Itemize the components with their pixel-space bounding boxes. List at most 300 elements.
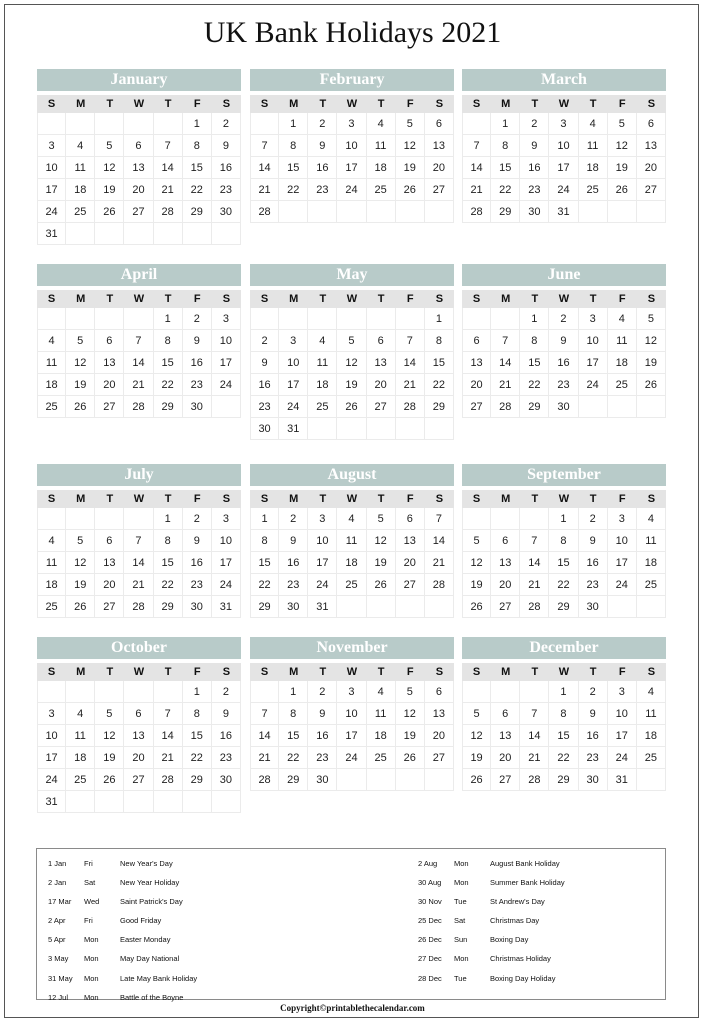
weekday-header: W bbox=[558, 293, 570, 305]
day-cell: 14 bbox=[425, 530, 454, 552]
holiday-date: 26 Dec bbox=[418, 935, 442, 945]
day-cell: 2 bbox=[183, 308, 212, 330]
day-cell: 2 bbox=[250, 330, 279, 352]
day-cell: 26 bbox=[95, 201, 124, 223]
month-name: August bbox=[250, 464, 454, 486]
day-cell: 11 bbox=[337, 530, 366, 552]
holiday-name: Late May Bank Holiday bbox=[120, 973, 198, 983]
day-cell: 11 bbox=[37, 552, 66, 574]
holiday-weekday: Mon bbox=[84, 935, 99, 945]
weekday-header: W bbox=[558, 493, 570, 505]
day-cell: 22 bbox=[250, 574, 279, 596]
weekday-header-row bbox=[462, 490, 666, 508]
month-march bbox=[462, 69, 666, 223]
day-cell: 6 bbox=[425, 113, 454, 135]
day-cell: 7 bbox=[124, 330, 153, 352]
day-cell: 18 bbox=[308, 374, 337, 396]
day-cell: 11 bbox=[637, 530, 666, 552]
day-cell: 27 bbox=[637, 179, 666, 201]
day-cell: 6 bbox=[367, 330, 396, 352]
day-cell: 11 bbox=[367, 703, 396, 725]
day-cell: 21 bbox=[124, 574, 153, 596]
holiday-weekday: Fri bbox=[84, 859, 93, 868]
day-cell: 5 bbox=[337, 330, 366, 352]
day-cell: 21 bbox=[250, 747, 279, 769]
day-cell: 24 bbox=[549, 179, 578, 201]
day-cell: 27 bbox=[396, 574, 425, 596]
day-cell: 3 bbox=[337, 681, 366, 703]
day-cell: 13 bbox=[425, 703, 454, 725]
day-cell: 17 bbox=[37, 747, 66, 769]
weekday-header: W bbox=[133, 98, 145, 110]
day-cell: 25 bbox=[66, 201, 95, 223]
empty-day-cell bbox=[462, 681, 491, 703]
day-cell: 11 bbox=[66, 725, 95, 747]
month-june bbox=[462, 264, 666, 418]
day-cell: 8 bbox=[491, 135, 520, 157]
day-cell: 8 bbox=[250, 530, 279, 552]
day-cell: 15 bbox=[250, 552, 279, 574]
day-cell: 5 bbox=[462, 530, 491, 552]
day-cell: 20 bbox=[396, 552, 425, 574]
day-cell: 20 bbox=[491, 747, 520, 769]
empty-day-cell bbox=[425, 596, 454, 618]
weekday-header: S bbox=[47, 98, 56, 110]
day-cell: 6 bbox=[124, 703, 153, 725]
weekday-header: W bbox=[346, 493, 358, 505]
weekday-header: M bbox=[289, 98, 299, 110]
weekday-header: T bbox=[319, 493, 327, 505]
day-cell: 9 bbox=[579, 703, 608, 725]
day-cell: 26 bbox=[462, 596, 491, 618]
day-cell: 15 bbox=[154, 552, 183, 574]
day-cell: 20 bbox=[462, 374, 491, 396]
day-cell: 1 bbox=[279, 681, 308, 703]
day-cell: 7 bbox=[154, 135, 183, 157]
day-cell: 27 bbox=[425, 179, 454, 201]
day-cell: 24 bbox=[337, 179, 366, 201]
day-cell: 3 bbox=[212, 308, 241, 330]
holiday-name: August Bank Holiday bbox=[490, 859, 560, 868]
weekday-header: T bbox=[589, 293, 597, 305]
day-cell: 24 bbox=[212, 574, 241, 596]
day-cell: 30 bbox=[250, 418, 279, 440]
month-may bbox=[250, 264, 454, 440]
weekday-header: S bbox=[222, 493, 231, 505]
day-cell: 13 bbox=[396, 530, 425, 552]
day-cell: 21 bbox=[250, 179, 279, 201]
day-cell: 14 bbox=[124, 352, 153, 374]
empty-day-cell bbox=[608, 596, 637, 618]
day-cell: 25 bbox=[66, 769, 95, 791]
weekday-header-row bbox=[250, 490, 454, 508]
weekday-header: S bbox=[435, 666, 444, 678]
day-cell: 28 bbox=[250, 201, 279, 223]
empty-day-cell bbox=[637, 396, 666, 418]
day-cell: 17 bbox=[37, 179, 66, 201]
holiday-date: 2 Aug bbox=[418, 859, 438, 868]
day-cell: 6 bbox=[462, 330, 491, 352]
day-cell: 14 bbox=[520, 725, 549, 747]
day-cell: 11 bbox=[367, 135, 396, 157]
day-cell: 12 bbox=[608, 135, 637, 157]
day-cell: 14 bbox=[520, 552, 549, 574]
month-name: November bbox=[250, 637, 454, 659]
empty-day-cell bbox=[337, 596, 366, 618]
weekday-header: S bbox=[435, 493, 444, 505]
weekday-header: S bbox=[472, 493, 481, 505]
day-cell: 2 bbox=[212, 113, 241, 135]
weekday-header: S bbox=[47, 293, 56, 305]
empty-day-cell bbox=[425, 418, 454, 440]
holiday-name: May Day National bbox=[120, 954, 180, 964]
empty-day-cell bbox=[579, 396, 608, 418]
day-cell: 15 bbox=[549, 725, 578, 747]
weekday-header: W bbox=[558, 666, 570, 678]
holiday-column-right bbox=[418, 854, 690, 988]
day-cell: 29 bbox=[250, 596, 279, 618]
day-cell: 5 bbox=[396, 113, 425, 135]
day-cell: 8 bbox=[549, 703, 578, 725]
day-cell: 19 bbox=[95, 179, 124, 201]
day-cell: 16 bbox=[579, 552, 608, 574]
empty-day-cell bbox=[154, 681, 183, 703]
day-cell: 16 bbox=[250, 374, 279, 396]
day-cell: 17 bbox=[279, 374, 308, 396]
day-cell: 18 bbox=[608, 352, 637, 374]
day-cell: 23 bbox=[212, 179, 241, 201]
empty-day-cell bbox=[154, 223, 183, 245]
day-cell: 30 bbox=[183, 396, 212, 418]
holiday-date: 28 Dec bbox=[418, 973, 442, 983]
weekday-header-row bbox=[37, 290, 241, 308]
weekday-header: T bbox=[106, 98, 114, 110]
weekday-header: S bbox=[647, 293, 656, 305]
day-cell: 12 bbox=[396, 135, 425, 157]
weekday-header: S bbox=[260, 493, 269, 505]
day-cell: 24 bbox=[337, 747, 366, 769]
page-title: UK Bank Holidays 2021 bbox=[203, 16, 502, 49]
day-cell: 4 bbox=[37, 330, 66, 352]
day-cell: 20 bbox=[95, 574, 124, 596]
weekday-header: F bbox=[618, 98, 626, 110]
day-cell: 1 bbox=[520, 308, 549, 330]
empty-day-cell bbox=[250, 308, 279, 330]
day-cell: 12 bbox=[367, 530, 396, 552]
empty-day-cell bbox=[95, 791, 124, 813]
holiday-row bbox=[48, 930, 320, 949]
day-cell: 23 bbox=[520, 179, 549, 201]
holiday-name: Summer Bank Holiday bbox=[490, 878, 565, 888]
holiday-weekday: Mon bbox=[84, 973, 99, 983]
day-cell: 9 bbox=[520, 135, 549, 157]
day-cell: 4 bbox=[37, 530, 66, 552]
empty-day-cell bbox=[520, 508, 549, 530]
day-cell: 22 bbox=[549, 574, 578, 596]
empty-day-cell bbox=[425, 201, 454, 223]
weekday-header: F bbox=[406, 98, 414, 110]
empty-day-cell bbox=[37, 113, 66, 135]
weekday-header: T bbox=[164, 493, 172, 505]
day-cell: 4 bbox=[367, 681, 396, 703]
day-cell: 25 bbox=[337, 574, 366, 596]
weekday-header: T bbox=[589, 98, 597, 110]
empty-day-cell bbox=[396, 769, 425, 791]
empty-day-cell bbox=[154, 113, 183, 135]
day-cell: 12 bbox=[396, 703, 425, 725]
day-cell: 13 bbox=[425, 135, 454, 157]
holiday-row bbox=[418, 969, 690, 988]
day-cell: 10 bbox=[212, 330, 241, 352]
day-cell: 20 bbox=[637, 157, 666, 179]
day-cell: 30 bbox=[520, 201, 549, 223]
day-cell: 17 bbox=[549, 157, 578, 179]
weekday-header: S bbox=[260, 293, 269, 305]
holiday-weekday: Mon bbox=[454, 859, 469, 868]
weekday-header: T bbox=[164, 666, 172, 678]
day-cell: 18 bbox=[337, 552, 366, 574]
empty-day-cell bbox=[337, 418, 366, 440]
day-cell: 25 bbox=[608, 374, 637, 396]
holiday-row bbox=[48, 873, 320, 892]
weekday-header: S bbox=[222, 293, 231, 305]
weekday-header: T bbox=[377, 293, 385, 305]
month-april bbox=[37, 264, 241, 418]
day-cell: 16 bbox=[308, 157, 337, 179]
day-cell: 29 bbox=[520, 396, 549, 418]
day-cell: 9 bbox=[579, 530, 608, 552]
weekday-header: M bbox=[289, 493, 299, 505]
empty-day-cell bbox=[308, 201, 337, 223]
weekday-header: S bbox=[222, 666, 231, 678]
month-name: October bbox=[37, 637, 241, 659]
weekday-header: W bbox=[346, 293, 358, 305]
day-cell: 14 bbox=[154, 725, 183, 747]
day-cell: 27 bbox=[95, 596, 124, 618]
day-cell: 10 bbox=[337, 703, 366, 725]
day-cell: 16 bbox=[279, 552, 308, 574]
day-cell: 16 bbox=[520, 157, 549, 179]
weekday-header: S bbox=[647, 98, 656, 110]
day-cell: 10 bbox=[549, 135, 578, 157]
day-cell: 10 bbox=[37, 157, 66, 179]
weekday-header: T bbox=[531, 293, 539, 305]
day-cell: 27 bbox=[124, 201, 153, 223]
holiday-row bbox=[48, 854, 320, 873]
weekday-header: T bbox=[319, 293, 327, 305]
day-cell: 5 bbox=[396, 681, 425, 703]
day-cell: 8 bbox=[425, 330, 454, 352]
day-cell: 2 bbox=[308, 681, 337, 703]
empty-day-cell bbox=[279, 308, 308, 330]
day-cell: 7 bbox=[124, 530, 153, 552]
empty-day-cell bbox=[491, 508, 520, 530]
day-cell: 30 bbox=[549, 396, 578, 418]
empty-day-cell bbox=[637, 201, 666, 223]
day-cell: 23 bbox=[212, 747, 241, 769]
day-cell: 23 bbox=[308, 179, 337, 201]
day-cell: 5 bbox=[608, 113, 637, 135]
day-cell: 29 bbox=[154, 396, 183, 418]
day-cell: 17 bbox=[337, 157, 366, 179]
holiday-date: 5 Apr bbox=[48, 935, 66, 945]
weekday-header: S bbox=[435, 293, 444, 305]
day-cell: 2 bbox=[279, 508, 308, 530]
day-cell: 9 bbox=[308, 703, 337, 725]
day-cell: 15 bbox=[183, 157, 212, 179]
weekday-header: S bbox=[260, 98, 269, 110]
day-cell: 28 bbox=[520, 769, 549, 791]
day-cell: 19 bbox=[337, 374, 366, 396]
empty-day-cell bbox=[491, 308, 520, 330]
weekday-header: W bbox=[133, 666, 145, 678]
holiday-row bbox=[48, 969, 320, 988]
holiday-date: 25 Dec bbox=[418, 916, 442, 926]
day-cell: 26 bbox=[637, 374, 666, 396]
holiday-row bbox=[48, 949, 320, 968]
weekday-header: W bbox=[133, 293, 145, 305]
day-cell: 21 bbox=[462, 179, 491, 201]
weekday-header: S bbox=[47, 493, 56, 505]
month-december bbox=[462, 637, 666, 791]
day-cell: 28 bbox=[396, 396, 425, 418]
empty-day-cell bbox=[124, 113, 153, 135]
day-cell: 31 bbox=[37, 223, 66, 245]
day-cell: 10 bbox=[579, 330, 608, 352]
day-cell: 10 bbox=[337, 135, 366, 157]
weekday-header: S bbox=[647, 666, 656, 678]
weekday-header: T bbox=[164, 98, 172, 110]
weekday-header: S bbox=[435, 98, 444, 110]
weekday-header: T bbox=[377, 666, 385, 678]
empty-day-cell bbox=[250, 681, 279, 703]
day-cell: 20 bbox=[124, 179, 153, 201]
day-cell: 16 bbox=[549, 352, 578, 374]
day-cell: 26 bbox=[66, 596, 95, 618]
day-cell: 9 bbox=[549, 330, 578, 352]
day-cell: 3 bbox=[549, 113, 578, 135]
holiday-row bbox=[418, 911, 690, 930]
day-cell: 21 bbox=[425, 552, 454, 574]
day-cell: 6 bbox=[637, 113, 666, 135]
empty-day-cell bbox=[367, 308, 396, 330]
day-cell: 13 bbox=[491, 725, 520, 747]
day-cell: 21 bbox=[491, 374, 520, 396]
day-cell: 15 bbox=[279, 157, 308, 179]
day-cell: 11 bbox=[637, 703, 666, 725]
day-cell: 24 bbox=[608, 747, 637, 769]
day-cell: 4 bbox=[637, 508, 666, 530]
day-cell: 15 bbox=[183, 725, 212, 747]
day-cell: 17 bbox=[608, 552, 637, 574]
day-cell: 1 bbox=[183, 681, 212, 703]
day-grid bbox=[462, 113, 666, 223]
day-cell: 24 bbox=[212, 374, 241, 396]
day-grid bbox=[250, 308, 454, 440]
weekday-header: M bbox=[76, 293, 86, 305]
day-cell: 24 bbox=[37, 769, 66, 791]
weekday-header: T bbox=[531, 98, 539, 110]
month-name: July bbox=[37, 464, 241, 486]
day-cell: 28 bbox=[462, 201, 491, 223]
weekday-header: T bbox=[319, 666, 327, 678]
weekday-header: S bbox=[472, 98, 481, 110]
day-cell: 26 bbox=[367, 574, 396, 596]
day-cell: 7 bbox=[520, 703, 549, 725]
day-cell: 29 bbox=[183, 201, 212, 223]
day-cell: 18 bbox=[579, 157, 608, 179]
month-july bbox=[37, 464, 241, 618]
weekday-header: T bbox=[377, 98, 385, 110]
day-cell: 31 bbox=[279, 418, 308, 440]
empty-day-cell bbox=[425, 769, 454, 791]
day-cell: 3 bbox=[279, 330, 308, 352]
day-cell: 14 bbox=[154, 157, 183, 179]
month-october bbox=[37, 637, 241, 813]
weekday-header: M bbox=[76, 98, 86, 110]
day-cell: 24 bbox=[37, 201, 66, 223]
weekday-header: W bbox=[346, 98, 358, 110]
holiday-date: 27 Dec bbox=[418, 954, 442, 964]
weekday-header: F bbox=[618, 293, 626, 305]
holiday-date: 30 Aug bbox=[418, 878, 442, 888]
day-cell: 15 bbox=[520, 352, 549, 374]
day-cell: 2 bbox=[308, 113, 337, 135]
day-cell: 19 bbox=[396, 725, 425, 747]
weekday-header: M bbox=[76, 493, 86, 505]
day-grid bbox=[462, 681, 666, 791]
day-cell: 19 bbox=[462, 747, 491, 769]
empty-day-cell bbox=[95, 223, 124, 245]
weekday-header: F bbox=[193, 293, 201, 305]
weekday-header: M bbox=[501, 666, 511, 678]
day-cell: 20 bbox=[425, 725, 454, 747]
day-cell: 25 bbox=[308, 396, 337, 418]
day-cell: 12 bbox=[462, 552, 491, 574]
weekday-header: S bbox=[47, 666, 56, 678]
day-cell: 27 bbox=[124, 769, 153, 791]
day-cell: 6 bbox=[95, 330, 124, 352]
empty-day-cell bbox=[66, 113, 95, 135]
empty-day-cell bbox=[396, 418, 425, 440]
day-cell: 31 bbox=[308, 596, 337, 618]
weekday-header: T bbox=[531, 493, 539, 505]
holiday-date: 31 May bbox=[48, 973, 73, 983]
day-cell: 2 bbox=[520, 113, 549, 135]
day-cell: 3 bbox=[579, 308, 608, 330]
day-cell: 11 bbox=[308, 352, 337, 374]
day-cell: 10 bbox=[608, 703, 637, 725]
holiday-name: Battle of the Boyne bbox=[120, 992, 184, 1002]
day-cell: 4 bbox=[66, 135, 95, 157]
weekday-header: M bbox=[289, 293, 299, 305]
day-cell: 7 bbox=[520, 530, 549, 552]
weekday-header: T bbox=[589, 493, 597, 505]
day-cell: 22 bbox=[279, 179, 308, 201]
day-cell: 16 bbox=[212, 157, 241, 179]
day-cell: 21 bbox=[520, 747, 549, 769]
day-cell: 23 bbox=[183, 374, 212, 396]
day-cell: 30 bbox=[308, 769, 337, 791]
day-cell: 11 bbox=[66, 157, 95, 179]
day-cell: 2 bbox=[212, 681, 241, 703]
day-cell: 22 bbox=[279, 747, 308, 769]
holiday-name: Christmas Holiday bbox=[490, 954, 551, 964]
day-cell: 20 bbox=[95, 374, 124, 396]
day-cell: 5 bbox=[95, 135, 124, 157]
weekday-header-row bbox=[250, 95, 454, 113]
day-cell: 28 bbox=[491, 396, 520, 418]
